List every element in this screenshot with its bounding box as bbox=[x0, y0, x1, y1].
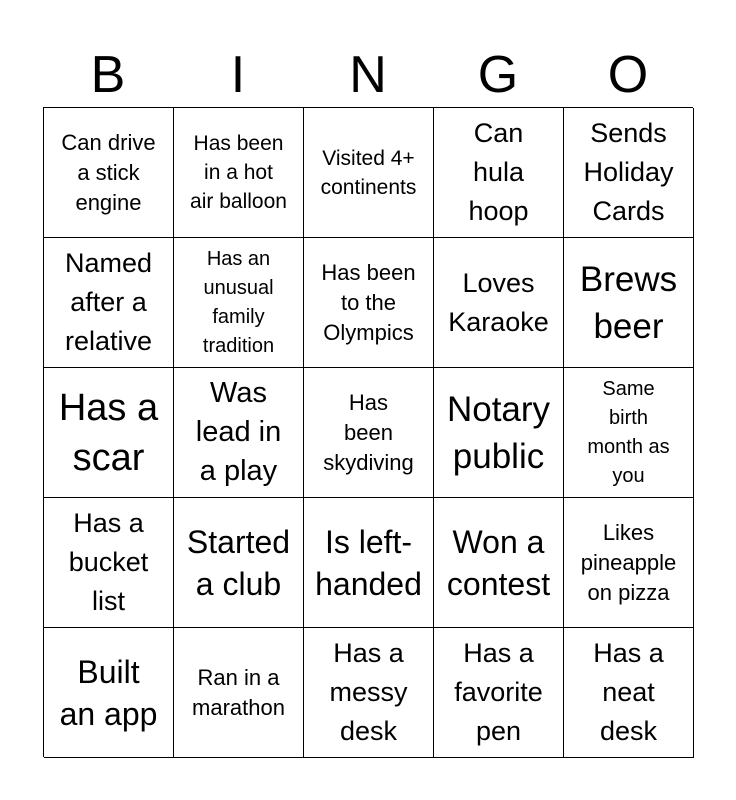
bingo-cell[interactable] bbox=[44, 238, 174, 368]
bingo-cell[interactable] bbox=[564, 238, 694, 368]
bingo-cell[interactable] bbox=[434, 628, 564, 758]
bingo-cell[interactable] bbox=[564, 628, 694, 758]
header-letter-o: O bbox=[607, 46, 649, 104]
bingo-cell-text: Has an unusual family tradition bbox=[202, 247, 275, 357]
bingo-cell[interactable] bbox=[304, 108, 434, 238]
bingo-cell[interactable] bbox=[434, 108, 564, 238]
bingo-cell-text: Can hula hoop bbox=[468, 118, 529, 226]
bingo-board bbox=[43, 107, 693, 757]
bingo-cell-text: Has a favorite pen bbox=[454, 638, 543, 746]
bingo-cell-text: Has a messy desk bbox=[329, 638, 408, 746]
header-letter-g: G bbox=[477, 46, 519, 104]
bingo-cell[interactable] bbox=[44, 368, 174, 498]
bingo-cell[interactable] bbox=[434, 498, 564, 628]
bingo-cell[interactable] bbox=[564, 108, 694, 238]
bingo-cell-text: Is left- handed bbox=[315, 523, 422, 602]
bingo-cell[interactable] bbox=[44, 628, 174, 758]
header-letter-b: B bbox=[90, 46, 126, 104]
bingo-cell-text: Has been skydiving bbox=[323, 389, 414, 475]
bingo-cell-text: Has a scar bbox=[58, 386, 159, 479]
bingo-cell-text: Notary public bbox=[446, 389, 551, 476]
bingo-cell-text: Has a bucket list bbox=[68, 508, 149, 616]
bingo-cell-text: Likes pineapple on pizza bbox=[580, 519, 677, 605]
bingo-cell[interactable] bbox=[564, 498, 694, 628]
bingo-cell[interactable] bbox=[304, 238, 434, 368]
bingo-cell[interactable] bbox=[44, 108, 174, 238]
bingo-cell-text: Named after a relative bbox=[64, 248, 153, 356]
bingo-cell[interactable] bbox=[174, 368, 304, 498]
header-letter-i: I bbox=[230, 46, 246, 104]
bingo-cell[interactable] bbox=[174, 628, 304, 758]
bingo-cell-text: Can drive a stick engine bbox=[61, 129, 156, 215]
bingo-cell-text: Won a contest bbox=[446, 523, 551, 602]
bingo-cell-text: Same birth month as you bbox=[587, 377, 670, 487]
bingo-cell[interactable] bbox=[44, 498, 174, 628]
bingo-cell-text: Has a neat desk bbox=[593, 638, 664, 746]
bingo-cell-text: Has been in a hot air balloon bbox=[190, 132, 287, 213]
bingo-cell-text: Loves Karaoke bbox=[448, 267, 549, 337]
bingo-cell-text: Started a club bbox=[186, 523, 291, 602]
bingo-cell[interactable] bbox=[174, 238, 304, 368]
bingo-cell[interactable] bbox=[304, 628, 434, 758]
bingo-cell-text: Brews beer bbox=[579, 259, 678, 346]
bingo-cell-text: Sends Holiday Cards bbox=[583, 118, 674, 226]
bingo-cell[interactable] bbox=[174, 108, 304, 238]
bingo-cell-text: Ran in a marathon bbox=[192, 664, 285, 720]
bingo-header bbox=[43, 44, 693, 106]
bingo-cell-text: Has been to the Olympics bbox=[321, 259, 416, 345]
bingo-cell-text: Built an app bbox=[59, 653, 158, 732]
bingo-cell-text: Visited 4+ continents bbox=[320, 146, 417, 199]
bingo-cell[interactable] bbox=[434, 238, 564, 368]
bingo-cell-text: Was lead in a play bbox=[195, 377, 282, 487]
bingo-cell[interactable] bbox=[304, 368, 434, 498]
bingo-cell[interactable] bbox=[304, 498, 434, 628]
header-letter-n: N bbox=[349, 46, 387, 104]
bingo-cell[interactable] bbox=[434, 368, 564, 498]
bingo-cell[interactable] bbox=[564, 368, 694, 498]
bingo-cell[interactable] bbox=[174, 498, 304, 628]
